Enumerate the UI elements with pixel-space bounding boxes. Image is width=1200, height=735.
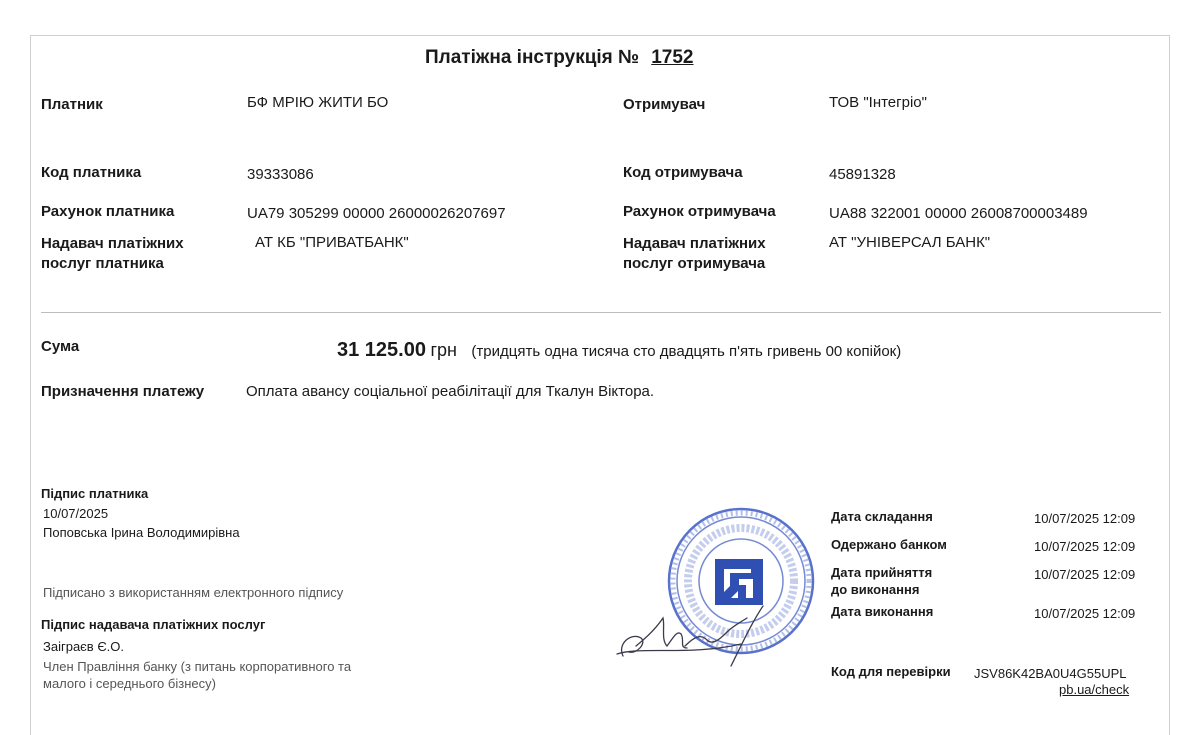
date-received: 10/07/2025 12:09 (1034, 539, 1136, 554)
purpose-text: Оплата авансу соціальної реабілітації для Ткалун Віктора. (246, 383, 655, 400)
e-signature-note: Підписано з використанням електронного підпису (43, 585, 344, 600)
purpose-label: Призначення платежу (41, 383, 205, 400)
verification-code: JSV86K42BA0U4G55UPL (974, 666, 1127, 681)
date-accepted-label (831, 564, 932, 598)
amount-label: Сума (41, 338, 80, 355)
date-accepted-label-line2: до виконання (831, 582, 920, 597)
recipient-provider-label-line2: послуг отримувача (623, 255, 766, 272)
verification-link[interactable]: pb.ua/check (1059, 682, 1130, 697)
recipient-code: 45891328 (829, 166, 896, 183)
payer-provider-label-line1: Надавач платіжних (41, 235, 184, 252)
handwritten-signature (617, 606, 763, 666)
date-accepted: 10/07/2025 12:09 (1034, 567, 1136, 582)
payer-provider-label (41, 234, 184, 274)
document-title (425, 47, 696, 69)
recipient-provider-label-line1: Надавач платіжних (623, 235, 766, 252)
date-accepted-label-line1: Дата прийняття (831, 565, 933, 580)
provider-position-line2: малого і середнього бізнесу) (43, 676, 216, 691)
payer-provider-label-line2: послуг платника (41, 255, 164, 272)
provider-signature-name: Заіграєв Є.О. (43, 639, 125, 654)
payer-signature-label: Підпис платника (41, 486, 149, 501)
date-executed: 10/07/2025 12:09 (1034, 606, 1136, 621)
payer-account: UA79 305299 00000 26000026207697 (247, 205, 506, 222)
recipient-account: UA88 322001 00000 26008700003489 (829, 205, 1088, 222)
bank-stamp (669, 509, 813, 653)
payer-signature-name: Поповська Ірина Володимирівна (43, 525, 240, 540)
payer-signature-date: 10/07/2025 (43, 506, 109, 521)
recipient-provider-label (623, 234, 766, 274)
payer-code: 39333086 (247, 166, 314, 183)
verification-label: Код для перевірки (831, 664, 951, 679)
provider-position-line1: Член Правління банку (з питань корпоративного та (43, 659, 352, 674)
bank-stamp-and-signature (581, 506, 841, 676)
amount-value: 31 125.00 (337, 339, 426, 361)
date-created: 10/07/2025 12:09 (1034, 511, 1136, 526)
payer-account-label: Рахунок платника (41, 203, 175, 220)
date-received-label: Одержано банком (831, 537, 947, 552)
provider-signature-position (43, 658, 351, 692)
payer-provider: АТ КБ "ПРИВАТБАНК" (255, 234, 409, 251)
payer-label: Платник (41, 96, 103, 113)
recipient-account-label: Рахунок отримувача (623, 203, 776, 220)
payment-instruction-document (30, 35, 1170, 735)
recipient-code-label: Код отримувача (623, 164, 743, 181)
section-divider (41, 312, 1161, 313)
date-created-label: Дата складання (831, 509, 933, 524)
payer-name: БФ МРІЮ ЖИТИ БО (247, 94, 389, 111)
recipient-label: Отримувач (623, 96, 706, 113)
provider-signature-label: Підпис надавача платіжних послуг (41, 617, 266, 632)
amount-in-words: (тридцять одна тисяча сто двадцять п'ять гривень 00 копійок) (471, 343, 902, 360)
date-executed-label: Дата виконання (831, 604, 934, 619)
payer-code-label: Код платника (41, 164, 142, 181)
title-text: Платіжна інструкція № (425, 47, 640, 68)
amount-currency: грн (430, 340, 457, 360)
amount-row (337, 339, 901, 362)
document-number: 1752 (651, 47, 694, 68)
recipient-provider: АТ "УНІВЕРСАЛ БАНК" (829, 234, 991, 251)
recipient-name: ТОВ "Інтегріо" (829, 94, 927, 111)
